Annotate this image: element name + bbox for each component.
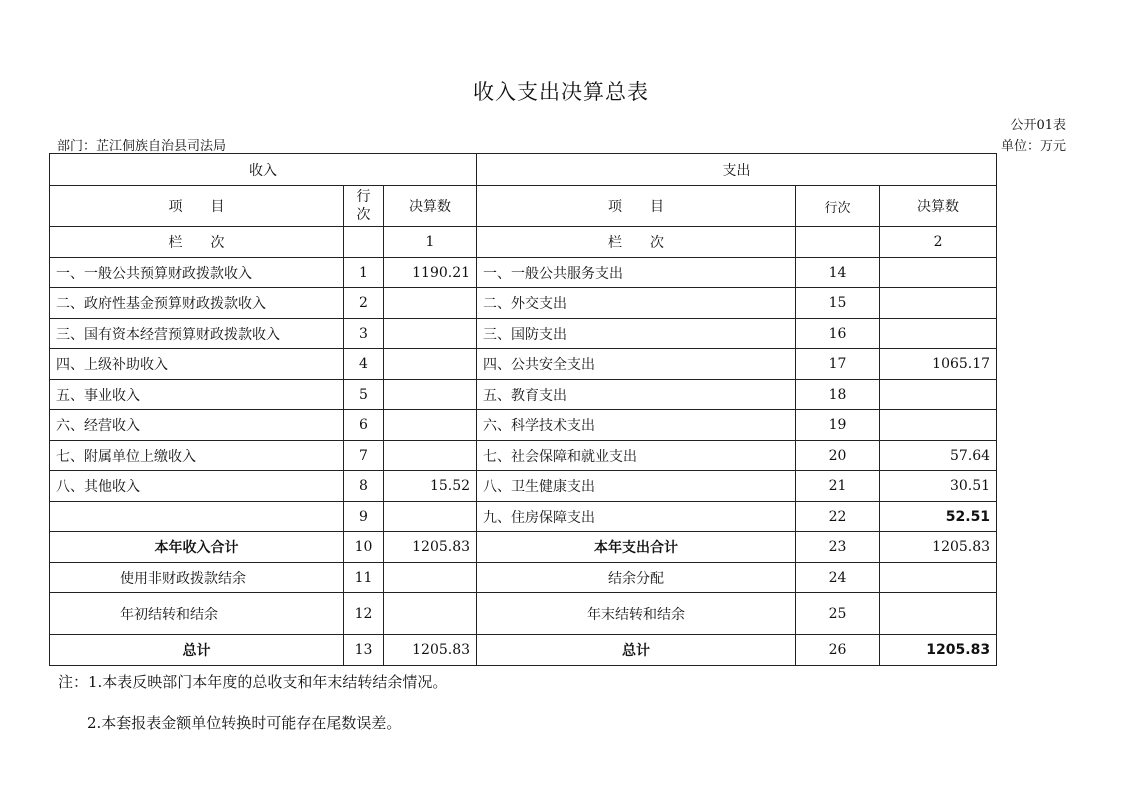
table-row [50, 349, 997, 380]
non-fiscal-surplus-label: 使用非财政拨款结余 [50, 563, 344, 593]
grand-expense-total-value: 1205.83 [880, 635, 997, 666]
income-item: 四、上级补助收入 [50, 349, 344, 380]
expense-row-no: 14 [796, 258, 880, 288]
year-total-row [50, 532, 997, 563]
row-no-char-2: 次 [356, 207, 371, 223]
table-section-header [50, 154, 997, 186]
empty-cell [880, 593, 997, 635]
expense-row-no: 19 [796, 410, 880, 441]
expense-row-no: 21 [796, 471, 880, 502]
income-item: 六、经营收入 [50, 410, 344, 441]
table-row [50, 410, 997, 441]
unit-label: 单位：万元 [1000, 139, 1066, 154]
expense-item: 六、科学技术支出 [477, 410, 796, 441]
income-value [384, 349, 477, 380]
income-amount-header: 决算数 [384, 186, 477, 227]
expense-value: 30.51 [880, 471, 997, 502]
expense-row-no-header: 行次 [796, 186, 880, 227]
table-row [50, 258, 997, 288]
expense-value [880, 258, 997, 288]
income-value [384, 288, 477, 319]
income-row-no: 8 [344, 471, 384, 502]
expense-row-no: 22 [796, 502, 880, 532]
income-row-no: 2 [344, 288, 384, 319]
expense-value: 1065.17 [880, 349, 997, 380]
note-1: 注：1.本表反映部门本年度的总收支和年末结转结余情况。 [58, 673, 448, 691]
expense-item: 七、社会保障和就业支出 [477, 441, 796, 471]
ending-balance-label: 年末结转和结余 [477, 593, 796, 635]
table-row [50, 441, 997, 471]
expense-item: 三、国防支出 [477, 319, 796, 349]
income-item [50, 502, 344, 532]
form-number: 公开01表 [1010, 118, 1066, 133]
income-value: 15.52 [384, 471, 477, 502]
expense-row-no: 20 [796, 441, 880, 471]
income-row-no: 4 [344, 349, 384, 380]
page-title: 收入支出决算总表 [473, 80, 649, 104]
income-row-no: 6 [344, 410, 384, 441]
note-2: 2.本套报表金额单位转换时可能存在尾数误差。 [87, 714, 402, 732]
grand-expense-total-label: 总计 [477, 635, 796, 666]
income-row-no: 5 [344, 380, 384, 410]
expense-item: 八、卫生健康支出 [477, 471, 796, 502]
table-row [50, 471, 997, 502]
year-expense-total-value: 1205.83 [880, 532, 997, 563]
empty-cell [880, 563, 997, 593]
expense-value [880, 319, 997, 349]
expense-column-label: 栏 次 [477, 227, 796, 258]
income-row-no: 12 [344, 593, 384, 635]
expense-column-number: 2 [880, 227, 997, 258]
department-label: 部门：芷江侗族自治县司法局 [57, 139, 227, 154]
expense-row-no: 18 [796, 380, 880, 410]
row-no-char-1: 行 [356, 189, 371, 205]
table-row [50, 563, 997, 593]
income-value [384, 380, 477, 410]
income-column-number: 1 [384, 227, 477, 258]
income-item: 三、国有资本经营预算财政拨款收入 [50, 319, 344, 349]
income-item: 八、其他收入 [50, 471, 344, 502]
table-row [50, 593, 997, 635]
expense-row-no: 26 [796, 635, 880, 666]
year-income-total-value: 1205.83 [384, 532, 477, 563]
empty-cell [344, 227, 384, 258]
income-row-no-header [344, 186, 384, 227]
income-value [384, 319, 477, 349]
income-item: 五、事业收入 [50, 380, 344, 410]
income-item: 二、政府性基金预算财政拨款收入 [50, 288, 344, 319]
expense-row-no: 17 [796, 349, 880, 380]
income-row-no: 7 [344, 441, 384, 471]
expense-amount-header: 决算数 [880, 186, 997, 227]
grand-total-row [50, 635, 997, 666]
expense-row-no: 24 [796, 563, 880, 593]
table-row [50, 380, 997, 410]
income-item-header: 项 目 [50, 186, 344, 227]
expense-value: 52.51 [880, 502, 997, 532]
expense-row-no: 15 [796, 288, 880, 319]
expense-value: 57.64 [880, 441, 997, 471]
column-number-row [50, 227, 997, 258]
expense-section-header: 支出 [477, 154, 997, 186]
expense-row-no: 16 [796, 319, 880, 349]
expense-row-no: 23 [796, 532, 880, 563]
expense-item-header: 项 目 [477, 186, 796, 227]
table-row [50, 502, 997, 532]
expense-item: 四、公共安全支出 [477, 349, 796, 380]
income-row-no: 3 [344, 319, 384, 349]
income-row-no: 1 [344, 258, 384, 288]
expense-item: 五、教育支出 [477, 380, 796, 410]
income-item: 七、附属单位上缴收入 [50, 441, 344, 471]
empty-cell [384, 593, 477, 635]
expense-row-no: 25 [796, 593, 880, 635]
expense-value [880, 410, 997, 441]
income-row-no: 13 [344, 635, 384, 666]
empty-cell [796, 227, 880, 258]
expense-value [880, 380, 997, 410]
expense-value [880, 288, 997, 319]
income-row-no: 11 [344, 563, 384, 593]
budget-table [49, 153, 997, 666]
year-expense-total-label: 本年支出合计 [477, 532, 796, 563]
table-row [50, 288, 997, 319]
expense-item: 一、一般公共服务支出 [477, 258, 796, 288]
income-column-label: 栏 次 [50, 227, 344, 258]
income-item: 一、一般公共预算财政拨款收入 [50, 258, 344, 288]
empty-cell [384, 563, 477, 593]
year-income-total-label: 本年收入合计 [50, 532, 344, 563]
income-section-header: 收入 [50, 154, 477, 186]
income-row-no: 9 [344, 502, 384, 532]
grand-income-total-value: 1205.83 [384, 635, 477, 666]
income-value [384, 502, 477, 532]
surplus-distribution-label: 结余分配 [477, 563, 796, 593]
expense-item: 九、住房保障支出 [477, 502, 796, 532]
expense-item: 二、外交支出 [477, 288, 796, 319]
grand-income-total-label: 总计 [50, 635, 344, 666]
income-value: 1190.21 [384, 258, 477, 288]
beginning-balance-label: 年初结转和结余 [50, 593, 344, 635]
income-row-no: 10 [344, 532, 384, 563]
income-value [384, 410, 477, 441]
table-column-header [50, 186, 997, 227]
table-row [50, 319, 997, 349]
income-value [384, 441, 477, 471]
